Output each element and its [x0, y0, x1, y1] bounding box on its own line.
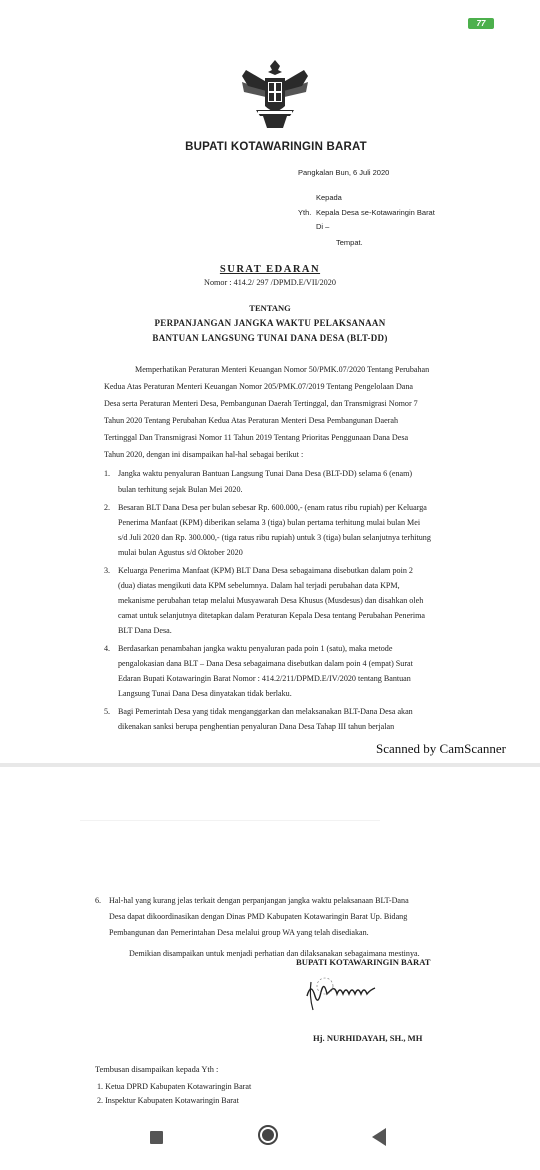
circular-title: SURAT EDARAN: [219, 264, 321, 275]
signature-icon: [305, 976, 405, 1014]
signer-name: Hj. NURHIDAYAH, SH., MH: [313, 1033, 423, 1043]
intro-line: Kedua Atas Peraturan Menteri Keuangan Nomor 205/PMK.07/2019 Tentang Pengelolaan Dana: [104, 382, 414, 391]
page-divider: [0, 763, 540, 767]
point-line: Jangka waktu penyaluran Bantuan Langsung Tunai Dana Desa (BLT-DD) selama 6 (enam): [118, 469, 413, 478]
recipient-yth: Yth.: [298, 208, 312, 217]
point-line: Penerima Manfaat (KPM) diberikan selama 3 (tiga) bulan pertama terhitung mulai bulan Mei: [118, 518, 421, 527]
recipient-tempat: Tempat.: [336, 238, 363, 247]
letterhead-title: BUPATI KOTAWARINGIN BARAT: [185, 141, 367, 153]
faint-line: [80, 820, 380, 821]
point-number: 6.: [95, 896, 102, 905]
point-number: 1.: [104, 469, 111, 478]
recipient-kepada: Kepada: [316, 193, 342, 202]
status-badge: 77: [468, 18, 494, 29]
point-line: Keluarga Penerima Manfaat (KPM) BLT Dana Desa sebagaimana disebutkan dalam poin 2: [118, 566, 413, 575]
point-line: Berdasarkan penambahan jangka waktu penyaluran pada poin 1 (satu), maka metode: [118, 644, 393, 653]
intro-line: Tahun 2020 Tentang Perubahan Kedua Atas Peraturan Menteri Desa Pembangunan Daerah: [104, 416, 399, 425]
recipient-di: Di –: [316, 222, 330, 231]
point-number: 5.: [104, 707, 111, 716]
point-line: mulai bulan Agustus s/d Oktober 2020: [118, 548, 243, 557]
point-line: Hal-hal yang kurang jelas terkait dengan perpanjangan jangka waktu pelaksanaan BLT-Dana: [109, 896, 409, 905]
point-line: mekanisme perubahan tetap melalui Musyawarah Desa Khusus (Musdesus) dan disahkan oleh: [118, 596, 424, 605]
recipient-to: Kepala Desa se-Kotawaringin Barat: [316, 208, 435, 217]
circular-subject-2: BANTUAN LANGSUNG TUNAI DANA DESA (BLT-DD): [152, 333, 388, 343]
point-line: BLT Dana Desa.: [118, 626, 172, 635]
cc-item: 2. Inspektur Kabupaten Kotawaringin Barat: [97, 1096, 239, 1105]
point-line: pengalokasian dana BLT – Dana Desa sebagaimana disebutkan dalam poin 4 (empat) Surat: [118, 659, 413, 668]
point-line: camat untuk selanjutnya ditetapkan dalam Peraturan Kepala Desa tentang Perubahan Penerima: [118, 611, 425, 620]
cc-item: 1. Ketua DPRD Kabupaten Kotawaringin Barat: [97, 1082, 252, 1091]
recents-icon[interactable]: [150, 1131, 163, 1144]
garuda-emblem-icon: [236, 56, 314, 134]
circular-subject-1: PERPANJANGAN JANGKA WAKTU PELAKSANAAN: [154, 318, 386, 328]
closing-text: Demikian disampaikan untuk menjadi perhatian dan dilaksanakan sebagaimana mestinya.: [129, 949, 420, 958]
scanner-watermark: Scanned by CamScanner: [376, 741, 506, 756]
circular-number: Nomor : 414.2/ 297 /DPMD.E/VII/2020: [204, 278, 336, 287]
point-line: dikenakan sanksi berupa penghentian penyaluran Dana Desa Tahap III tahun berjalan: [118, 722, 395, 731]
point-line: Langsung Tunai Dana Desa dinyatakan tidak berlaku.: [118, 689, 292, 698]
point-line: Pembangunan dan Pemerintahan Desa melalui group WA yang telah disediakan.: [109, 928, 369, 937]
point-line: Desa dapat dikoordinasikan dengan Dinas PMD Kabupaten Kotawaringin Barat Up. Bidang: [109, 912, 408, 921]
point-line: Edaran Bupati Kotawaringin Barat Nomor : 414.2/211/DPMD.E/IV/2020 tentang Bantuan: [118, 674, 411, 683]
point-number: 4.: [104, 644, 111, 653]
point-line: Bagi Pemerintah Desa yang tidak menganggarkan dan melaksanakan BLT-Dana Desa akan: [118, 707, 413, 716]
intro-line: Tahun 2020, dengan ini disampaikan hal-hal sebagai berikut :: [104, 450, 304, 459]
point-number: 2.: [104, 503, 111, 512]
cc-heading: Tembusan disampaikan kepada Yth :: [95, 1065, 219, 1074]
place-date: Pangkalan Bun, 6 Juli 2020: [298, 168, 390, 177]
intro-line: Desa serta Peraturan Menteri Desa, Pembangunan Daerah Tertinggal, dan Transmigrasi Nomor 7: [104, 399, 418, 408]
point-line: Besaran BLT Dana Desa per bulan sebesar Rp. 600.000,- (enam ratus ribu rupiah) per Keluarga: [118, 503, 427, 512]
signer-title: BUPATI KOTAWARINGIN BARAT: [296, 957, 431, 967]
intro-line: Tertinggal Dan Transmigrasi Nomor 11 Tahun 2019 Tentang Prioritas Penggunaan Dana Desa: [104, 433, 409, 442]
circular-about: TENTANG: [249, 303, 291, 313]
point-line: (dua) diatas mengikuti data KPM sebelumnya. Dalam hal terjadi perubahan data KPM,: [118, 581, 400, 590]
home-icon-dot: [262, 1129, 274, 1141]
point-line: s/d Juli 2020 dan Rp. 300.000,- (tiga ratus ribu rupiah) untuk 3 (tiga) bulan selanjutnya terhitung: [118, 533, 431, 542]
point-number: 3.: [104, 566, 111, 575]
intro-line: Memperhatikan Peraturan Menteri Keuangan Nomor 50/PMK.07/2020 Tentang Perubahan: [135, 365, 430, 374]
point-line: bulan terhitung sejak Bulan Mei 2020.: [118, 485, 243, 494]
back-icon[interactable]: [372, 1128, 386, 1146]
